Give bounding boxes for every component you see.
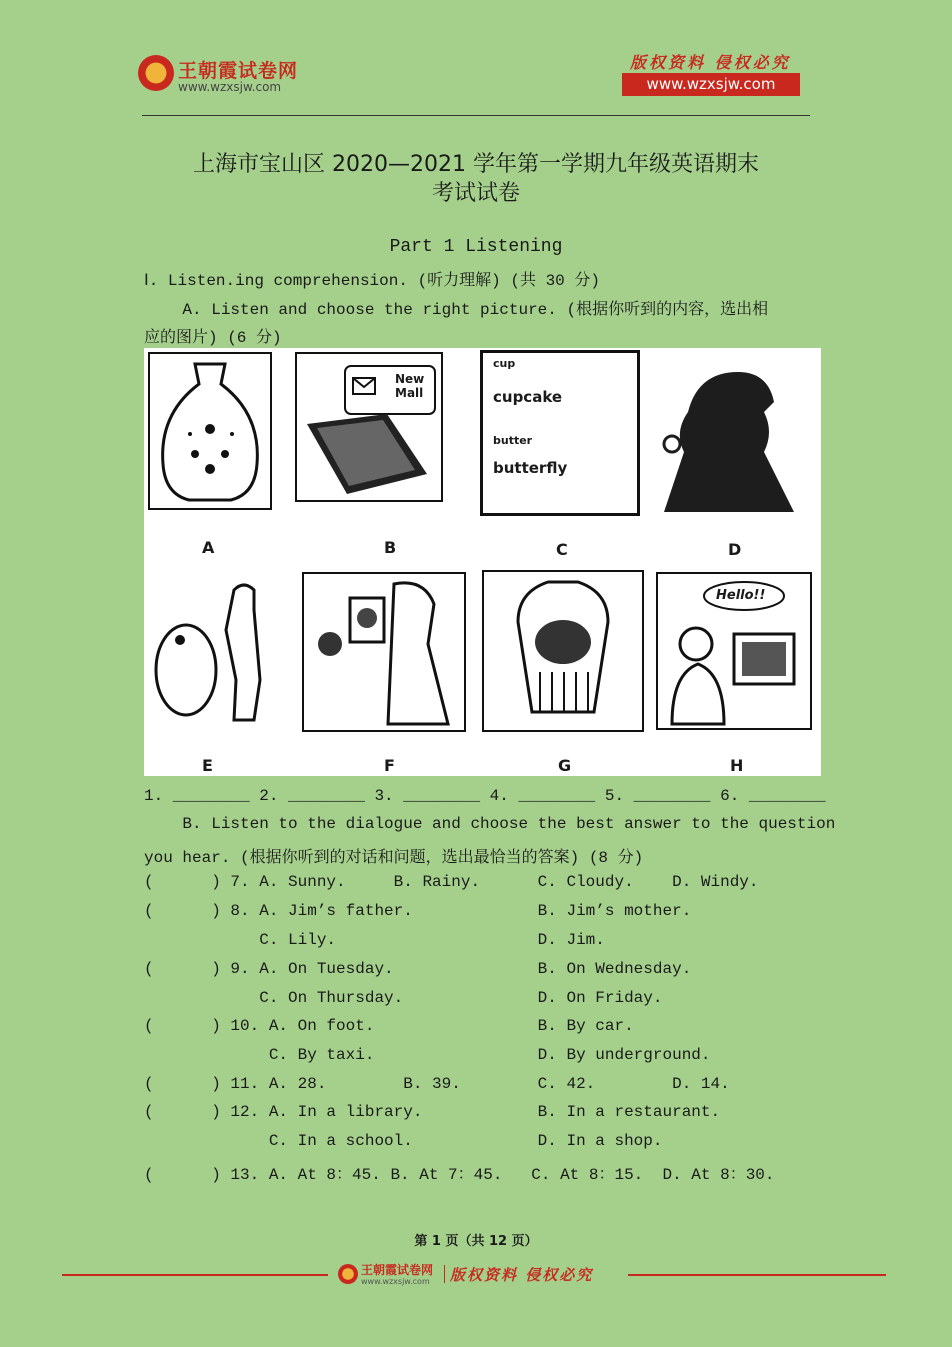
picture-e-fish-man: [146, 570, 282, 728]
site-url[interactable]: www.wzxsjw.com: [178, 80, 282, 94]
picture-g-vase: [482, 570, 644, 732]
question-line: ( ) 9. A. On Tuesday. B. On Wednesday.: [144, 960, 692, 978]
footer-slogan: 版权资料 侵权必究: [450, 1266, 594, 1284]
question-line: ( ) 8. A. Jim’s father. B. Jim’s mother.: [144, 902, 692, 920]
question-line: ( ) 12. A. In a library. B. In a restaurant.: [144, 1103, 721, 1121]
url-badge[interactable]: www.wzxsjw.com: [622, 73, 800, 96]
site-logo-icon: [138, 55, 174, 91]
picture-label-e: E: [202, 756, 213, 775]
footer-site-name: 王朝霞试卷网: [361, 1263, 434, 1277]
question-line: ( ) 11. A. 28. B. 39. C. 42. D. 14.: [144, 1075, 730, 1093]
copyright-slogan: 版权资料 侵权必究: [630, 53, 791, 72]
question-line: C. In a school. D. In a shop.: [144, 1132, 663, 1150]
header-divider: [142, 115, 810, 116]
picture-panel: [144, 348, 821, 776]
exam-title-line1: 上海市宝山区 2020—2021 学年第一学期九年级英语期末: [193, 152, 759, 177]
section-heading: Ⅰ. Listen.ing comprehension. (听力理解) (共 30 分): [144, 272, 600, 290]
picture-c-word: butter: [493, 434, 533, 447]
picture-label-g: G: [558, 756, 572, 775]
picture-d-detective: [658, 352, 804, 512]
page-number: 第 1 页（共 12 页）: [414, 1234, 538, 1249]
section-a-instruction-cont: 应的图片) (6 分): [144, 329, 282, 347]
picture-label-a: A: [202, 538, 215, 557]
part-title: Part 1 Listening: [389, 237, 563, 257]
picture-c-word: cupcake: [493, 388, 563, 406]
picture-label-h: H: [730, 756, 744, 775]
section-a-instruction: A. Listen and choose the right picture. (根据你听到的内容，选出相: [144, 301, 769, 319]
section-b-instruction: B. Listen to the dialogue and choose the best answer to the question: [144, 815, 836, 833]
section-b-instruction-cont: you hear. (根据你听到的对话和问题，选出最恰当的答案) (8 分): [144, 849, 644, 867]
picture-h-computer: [656, 572, 812, 730]
picture-label-b: B: [384, 538, 397, 557]
site-name: 王朝霞试卷网: [178, 60, 299, 82]
footer-logo-icon: [338, 1264, 358, 1284]
picture-c-word: cup: [493, 357, 516, 370]
footer-rule-left: [62, 1274, 328, 1276]
question-line: ( ) 7. A. Sunny. B. Rainy. C. Cloudy. D. Windy.: [144, 873, 759, 891]
picture-a-vase: [148, 352, 272, 510]
footer-site-url[interactable]: www.wzxsjw.com: [361, 1277, 430, 1286]
picture-f-photo: [302, 572, 466, 732]
picture-c-word: butterfly: [493, 459, 568, 477]
footer-rule-right: [628, 1274, 886, 1276]
question-line: ( ) 10. A. On foot. B. By car.: [144, 1017, 634, 1035]
picture-c-word-cards: [480, 350, 640, 516]
exam-title-line2: 考试试卷: [431, 181, 520, 206]
picture-b-phone: [295, 352, 443, 502]
footer-separator: [444, 1265, 445, 1283]
picture-label-c: C: [556, 540, 568, 559]
picture-h-bubble-text: Hello!!: [716, 588, 766, 603]
picture-label-f: F: [384, 756, 395, 775]
question-line: C. Lily. D. Jim.: [144, 931, 605, 949]
picture-b-bubble-text: New Mall: [395, 372, 425, 400]
question-line: C. On Thursday. D. On Friday.: [144, 989, 663, 1007]
question-line: C. By taxi. D. By underground.: [144, 1046, 711, 1064]
answer-blanks: 1. ________ 2. ________ 3. ________ 4. ________ 5. ________ 6. ________: [144, 787, 826, 805]
question-line: ( ) 13. A. At 8：45. B. At 7：45. C. At 8：15. D. At 8：30.: [144, 1166, 775, 1184]
picture-label-d: D: [728, 540, 742, 559]
